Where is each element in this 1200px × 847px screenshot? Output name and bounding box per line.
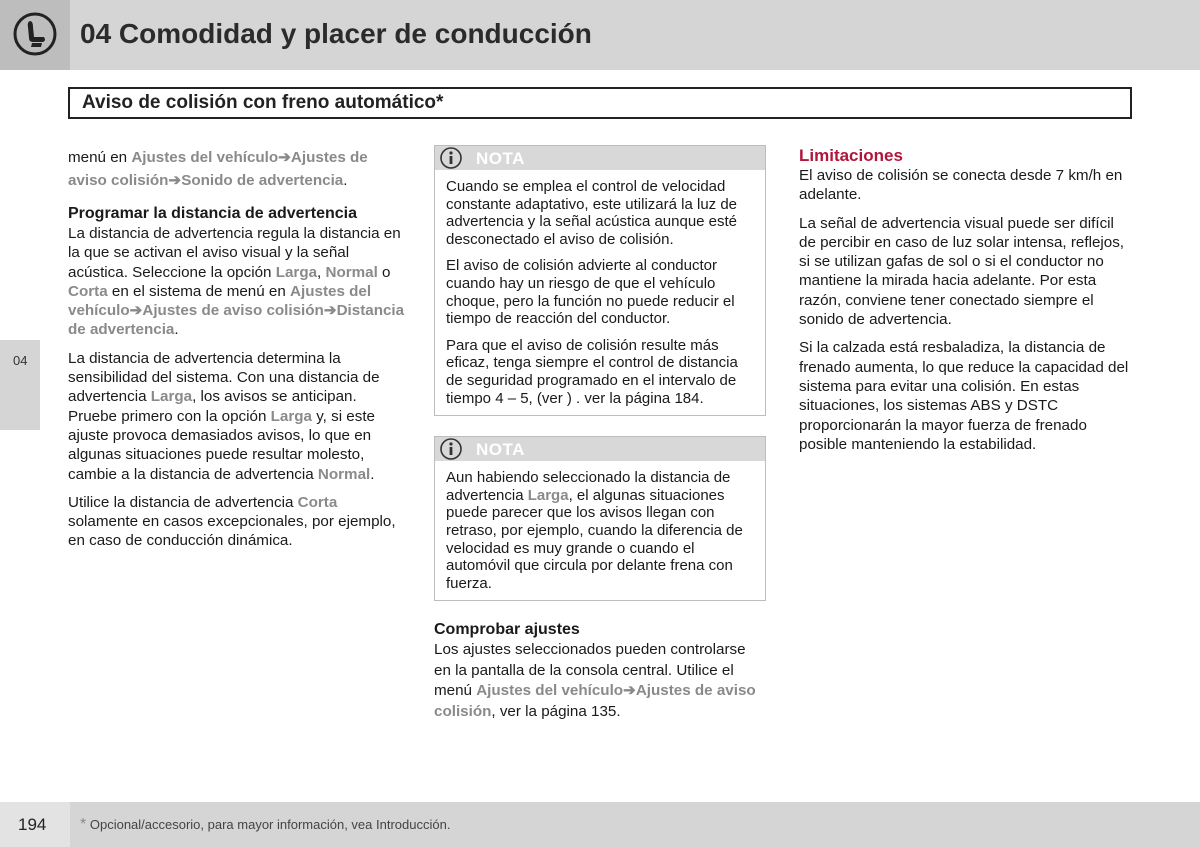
text: en el sistema de menú en [107, 282, 291, 300]
note-box [434, 436, 766, 601]
paragraph-distancia [68, 224, 408, 340]
menu-item-sonido-advertencia: Sonido de advertencia [181, 172, 344, 189]
menu-item-ajustes-vehiculo: Ajustes del vehículo [476, 682, 624, 700]
text: solamente en casos excepcionales, por ejemplo, en caso de conducción dinámica. [68, 513, 396, 550]
menu-item-ajustes-aviso-colision: Ajustes de aviso colisión [68, 149, 368, 189]
paragraph-menu-path [68, 146, 408, 192]
text: Los ajustes seleccionados pueden controlarse en la pantalla de la consola central. Utilice el menú [434, 641, 746, 700]
info-icon [440, 147, 462, 169]
page-number: 194 [18, 815, 47, 834]
footnote-text: Opcional/accesorio, para mayor información, vea Introducción. [89, 817, 451, 832]
option-larga: Larga [275, 263, 318, 281]
heading-comprobar-ajustes: Comprobar ajustes [434, 621, 580, 639]
text: y, si este ajuste provoca demasiados avisos, lo que en algunas situaciones puede resultar molesto, cambie a la distancia de advertencia [68, 407, 376, 483]
side-tab-label: 04 [13, 353, 28, 368]
chapter-title: 04 Comodidad y placer de conducción [80, 18, 592, 49]
menu-item-ajustes-aviso-colision: Ajustes de aviso colisión [434, 682, 756, 720]
option-normal: Normal [325, 263, 378, 281]
note-title: NOTA [476, 149, 525, 168]
paragraph-calzada: Si la calzada está resbaladiza, la distancia de frenado aumenta, lo que reduce la capacidad del sistema para evitar una colisión. En estas situaciones, los sistemas ABS y DSTC proporcionarán la mayor fuerza de frenado posible manteniendo la estabilidad. [799, 339, 1129, 453]
column-middle [434, 145, 766, 731]
text: La distancia de advertencia determina la sensibilidad del sistema. Con una distancia de advertencia [68, 349, 380, 406]
paragraph-senal-visual: La señal de advertencia visual puede ser difícil de percibir en caso de luz solar intensa, reflejos, si se utilizan gafas de sol o si el conductor no mantiene la mirada hacia adelante. Por esta razón, conviene tener conectado siempre el sonido de advertencia. [799, 214, 1125, 329]
arrow-icon: ➔ [323, 302, 337, 320]
column-right [799, 146, 1134, 463]
text: Utilice la distancia de advertencia [68, 493, 298, 511]
arrow-icon: ➔ [168, 172, 182, 189]
paragraph-comprobar [434, 640, 766, 722]
note-paragraph: Para que el aviso de colisión resulte más eficaz, tenga siempre el control de distancia de seguridad programado en el intervalo de tiempo 4 – 5, (ver ) . ver la página 184. [446, 336, 738, 407]
text: menú en [68, 149, 132, 166]
info-icon [440, 438, 462, 460]
menu-item-ajustes-vehiculo: Ajustes del vehículo [68, 282, 372, 320]
note-box [434, 145, 766, 416]
heading-programar-distancia: Programar la distancia de advertencia [68, 205, 358, 222]
section-title: Aviso de colisión con freno automático* [82, 92, 444, 113]
option-larga: Larga [270, 407, 312, 425]
footnote-star: * [80, 816, 87, 833]
option-corta: Corta [68, 282, 108, 300]
option-larga: Larga [150, 388, 193, 406]
text: . [370, 465, 375, 483]
note-title: NOTA [476, 440, 525, 460]
paragraph-corta [68, 493, 408, 551]
chapter-icon-box [0, 0, 70, 70]
note-paragraph: El aviso de colisión advierte al conductor cuando hay un riesgo de que el vehículo choque, pero la función no puede reducir el tiempo de reacción del conductor. [446, 257, 735, 328]
arrow-icon: ➔ [278, 149, 291, 166]
note-header [435, 146, 765, 170]
arrow-icon: ➔ [129, 302, 143, 320]
chapter-side-tab [0, 340, 40, 430]
text: La distancia de advertencia regula la distancia en la que se activan el aviso visual y la señal acústica. Seleccione la opción [68, 225, 401, 281]
arrow-icon: ➔ [623, 682, 636, 700]
note-body [435, 461, 765, 600]
footnote [80, 816, 450, 834]
text: . [343, 172, 348, 189]
note-paragraph: Cuando se emplea el control de velocidad constante adaptativo, este utilizará la luz de advertencia y la señal acústica aunque esté desconectado el aviso de colisión. [446, 178, 738, 248]
section-title-box [68, 87, 1132, 119]
page-number-box [0, 802, 70, 847]
menu-item-ajustes-aviso-colision: Ajustes de aviso colisión [142, 302, 324, 320]
text: o [377, 263, 391, 281]
text: Aun habiendo seleccionado la distancia de advertencia [446, 469, 731, 504]
option-larga: Larga [527, 486, 569, 504]
note-header [435, 437, 765, 461]
option-normal: Normal [317, 465, 371, 483]
text: , ver la página 135. [491, 702, 621, 720]
seat-icon [13, 12, 57, 56]
note-paragraph [446, 469, 754, 592]
text: , [317, 263, 326, 281]
paragraph-sensibilidad [68, 349, 408, 484]
heading-limitaciones: Limitaciones [799, 146, 903, 165]
option-corta: Corta [297, 493, 338, 511]
menu-item-distancia-advertencia: Distancia de advertencia [68, 302, 405, 339]
text: , el algunas situaciones puede parecer que los avisos llegan con retraso, por ejemplo, cuando la diferencia de velocidad es muy grande o cuando el automóvil que circula por delante frena con fuerza. [446, 486, 743, 592]
text: , los avisos se anticipan. Pruebe primero con la opción [68, 388, 357, 425]
text: . [174, 321, 179, 339]
note-body [435, 170, 765, 415]
menu-item-ajustes-vehiculo: Ajustes del vehículo [131, 149, 279, 166]
paragraph-velocidad: El aviso de colisión se conecta desde 7 km/h en adelante. [799, 167, 1123, 204]
column-left [68, 146, 408, 560]
